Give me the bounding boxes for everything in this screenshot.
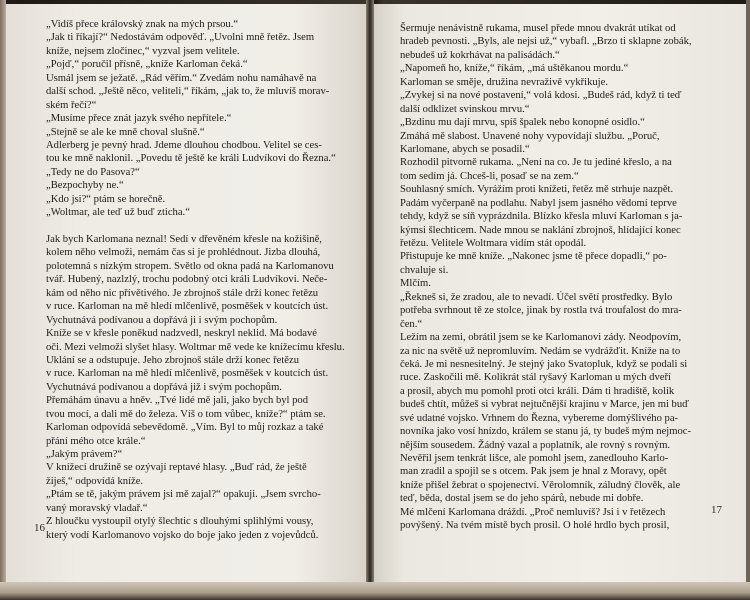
text-line: vaný moravský vladař.“ [46, 502, 148, 514]
text-line: „Musíme přece znát jazyk svého nepřítele.“ [46, 113, 232, 125]
text-line: a prosil, abych mu pomohl proti otci králi. Dám ti hradiště, kolik [400, 385, 675, 397]
text-line: V knížecí družině se ozývají reptavé hlasy. „Buď rád, že ještě [46, 462, 307, 474]
text-line: Vychutnává podívanou a dopřává již i svým pochopům. [46, 381, 282, 393]
text-line: své udatné vojsko. Vrhnem do Řezna, vybereme domýšlivého pa- [400, 412, 679, 424]
text-line: „Napomeň ho, kníže,“ říkám, „má uštěkanou mordu.“ [400, 63, 629, 75]
text-line: man zradil a spojil se s otcem. Pak jsem je hnal z Moravy, opět [400, 466, 667, 478]
text-line: „Ptám se tě, jakým právem jsi mě zajal?“ opakuji. „Jsem svrcho- [46, 489, 321, 501]
text-line: tom sedím já. Chceš-li, posaď se na zem.“ [400, 170, 579, 182]
text-line: Ležím na zemi, obrátil jsem se ke Karlomanovi zády. Neodpovím, [400, 332, 682, 344]
text-line: kolem něho velmoži, nemám čas si je prohlédnout. Jizba dlouhá, [46, 247, 321, 259]
text-line: Vychutnává podívanou a dopřává ji i svým pochopům. [46, 314, 278, 326]
book-edge-right [746, 0, 750, 600]
text-line: Přistupuje ke mně kníže. „Nakonec jsme tě přece dopadli,“ po- [400, 251, 667, 263]
text-line: ském řečí?“ [46, 99, 97, 111]
text-line: čen.“ [400, 318, 423, 330]
text-line: polotemná s nízkým stropem. Světlo od okna padá na Karlomanovu [46, 260, 334, 272]
text-line: za nic na světě už nepromluvím. Nedám se vydrážďit. Kníže na to [400, 345, 681, 357]
text-line: kám od něho nic přívětivého. Je zbrojnoš stále drží konec řetězu [46, 287, 319, 299]
text-line: novníka jako vosí hnízdo, králem se stanu já, ty budeš mým nejmoc- [400, 426, 691, 438]
text-line: tvář. Hubený, nazlzlý, trochu podobný otci králi Ludvíkovi. Neče- [46, 274, 328, 286]
right-page-text [400, 22, 728, 533]
text-line: „Kdo jsi?“ ptám se horečně. [46, 193, 166, 205]
text-line: Adlerberg je pevný hrad. Jdeme dlouhou chodbou. Velitel se ces- [46, 139, 322, 151]
text-line: „Vidíš přece královský znak na mých prsou.“ [46, 19, 239, 30]
text-line: Karlomane, abych se posadil.“ [400, 143, 530, 155]
text-line: Karloman se směje, družina nevraživě vykřikuje. [400, 76, 608, 88]
text-line: kýmsi šlechticem. Nade mnou se naklání zbrojnoš, hlídající konec [400, 224, 681, 236]
text-line: „Tedy ne do Pasova?“ [46, 166, 140, 178]
text-line: hradeb pevnosti. „Byls, ale nejsi už,“ vybafl. „Brzo ti sklapne zobák, [400, 36, 692, 48]
text-line: Mlčím. [400, 278, 431, 290]
right-page [374, 4, 746, 582]
book-edge-bottom [0, 582, 750, 600]
text-line: Z hloučku vystoupil otylý šlechtic s dlouhými splihlými vousy, [46, 516, 314, 528]
text-line: kníže přišel žebrat o spojenectví. Věrolomník, záludný člověk, ale [400, 479, 681, 491]
text-line: „Jak ti říkají?“ Nedostávám odpověď. „Uvolni mně řetěz. Jsem [46, 32, 315, 44]
text-line: Karloman odpovídá sebevědomě. „Vím. Byl to můj rozkaz a také [46, 422, 324, 434]
text-line: v ruce. Karloman na mě hledí mlčenlivě, posměšek v koutcích úst. [46, 368, 329, 380]
text-line: potřeba svrhnout tě ze stolce, jinak by rostla tvá troufalost do mra- [400, 305, 682, 317]
paragraph-gap [46, 220, 354, 233]
text-line: Uklání se a odstupuje. Jeho zbrojnoš stále drží konec řetězu [46, 354, 299, 366]
book-gutter [366, 0, 374, 600]
text-line: Rozhodil pitvorně rukama. „Není na co. Je tu jediné křeslo, a na [400, 157, 672, 169]
text-line: v ruce. Karloman na mě hledí mlčenlivě, posměšek v koutcích úst. [46, 301, 329, 313]
text-line: „Bzdinu mu dají mrvu, spíš špalek nebo konopné osidlo.“ [400, 117, 645, 129]
text-line: řetězu. Velitele Woltmara vidím stát opodál. [400, 238, 587, 249]
text-line: který vodí Karlomanovo vojsko do boje jako jeden z vojevůdců. [46, 529, 319, 541]
text-line: ruce. Zaskočili mě. Kolikrát stál ryšavý Karloman u mých dveří [400, 372, 671, 384]
text-line: další odklizet svinskou mrvu.“ [400, 103, 530, 115]
text-line: „Řekneš si, že zradou, ale to nevadí. Účel světí prostředky. Bylo [400, 291, 673, 303]
text-line: Přemáhám únavu a hněv. „Tvé lidé mě jali, jako bych byl pod [46, 395, 309, 407]
text-line: kníže, nejsem zločinec,“ vyzval jsem velitele. [46, 45, 240, 57]
text-line: „Zvykej si na nové postavení,“ volá kdosi. „Budeš rád, když ti teď [400, 90, 682, 102]
text-line: žiješ,“ odpovídá kníže. [46, 475, 144, 487]
text-line: „Stejně se ale ke mně choval slušně.“ [46, 126, 205, 138]
text-line: Nevěřil jsem tenkrát lišce, ale pomohl jsem, zanedlouho Karlo- [400, 453, 669, 464]
text-line: povýšený. Na tvém místě bych prosil. O holé hrdlo bych prosil, [400, 520, 670, 532]
left-page-number: 16 [34, 522, 45, 534]
text-line: Šermuje nenávistně rukama, musel přede mnou dvakrát utíkat od [400, 23, 676, 34]
left-page [6, 4, 366, 582]
text-line: budeš chtít, můžeš si vybrat nejtučnější krajinu v Marce, jen mi buď [400, 399, 689, 411]
right-page-number: 17 [711, 504, 722, 516]
left-page-text [46, 18, 354, 542]
text-line: Mé mlčení Karlomana dráždí. „Proč nemluvíš? Jsi i v řetězech [400, 506, 666, 518]
text-line: Usmál jsem se ježatě. „Rád věřím.“ Zvedám nohu namáhavě na [46, 72, 317, 84]
text-line: oči. Mezi velmoži slyšet hlasy. Woltmar mě vede ke knížecímu křeslu. [46, 341, 345, 353]
text-line: přání mého otce krále.“ [46, 435, 146, 447]
text-line: „Pojď,“ poručil přísně, „kníže Karloman čeká.“ [46, 59, 248, 71]
text-line: Kníže se v křesle poněkud nadzvedl, neskryl neklid. Má bodavé [46, 328, 317, 340]
text-line: nebudeš už kokrhávat na palisádách.“ [400, 49, 560, 61]
text-line: teď, běda, dostal jsem se do jeho spárů, nebude mi dobře. [400, 493, 644, 505]
text-line: Zmáhá mě slabost. Unavené nohy vypovídají službu. „Poruč, [400, 130, 660, 142]
text-line: čeká. Je mi nesnesitelný. Je stejný jako Svatopluk, když se podali si [400, 358, 688, 370]
text-line: tehdy, když se síň vyprázdnila. Blízko křesla mluví Karloman s ja- [400, 211, 683, 223]
text-line: nějším sousedem. Žádný vazal a poplatník, ale rovný s rovným. [400, 439, 671, 451]
text-line: tvou mocí, a dali mě do železa. Víš o tom vůbec, kníže?“ ptám se. [46, 408, 326, 420]
text-line: „Bezpochyby ne.“ [46, 180, 124, 192]
text-line: Jak bych Karlomana neznal! Sedí v dřevěném křesle na kožišině, [46, 234, 322, 245]
text-line: chvaluje si. [400, 264, 449, 276]
text-line: „Jakým právem?“ [46, 449, 123, 460]
text-line: další schod. „Ještě něco, veliteli,“ říkám, „jak to, že mluvíš morav- [46, 86, 330, 98]
text-line: tou ke mně naklonil. „Povedu tě ještě ke králi Ludvíkovi do Řezna.“ [46, 153, 336, 165]
text-line: „Woltmar, ale teď už buď zticha.“ [46, 207, 190, 219]
text-line: Padám vyčerpaně na podlahu. Nabyl jsem jasného vědomí teprve [400, 197, 677, 209]
text-line: Souhlasný smích. Vyrážím proti knížeti, řetěz mě strhuje nazpět. [400, 184, 674, 196]
